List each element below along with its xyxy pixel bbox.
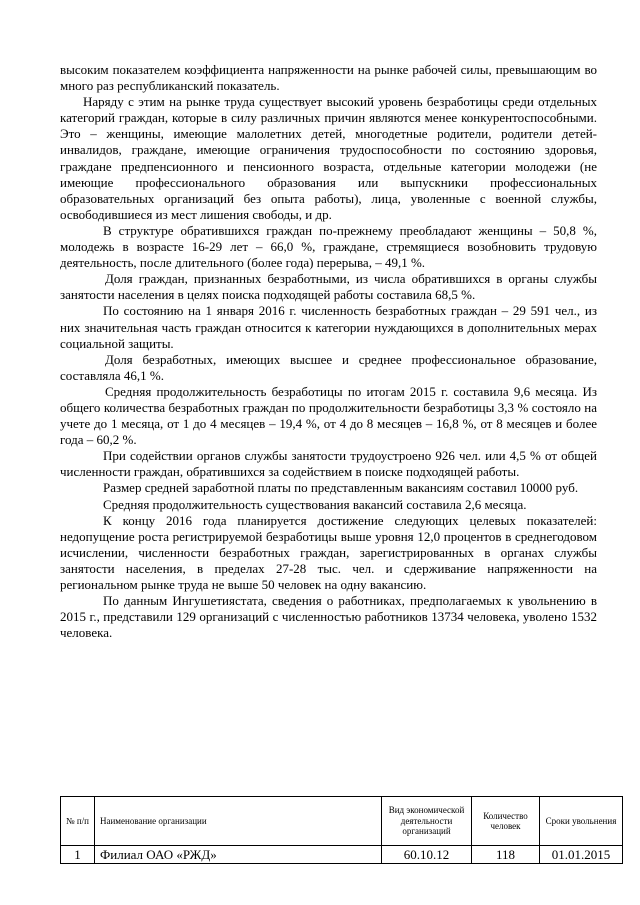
paragraph: Наряду с этим на рынке труда существует высокий уровень безработицы среди отдельных категорий граждан, которые в силу различных причин являются менее конкурентоспособными. Это – женщины, имеющие малолетних детей, многодетные родители, родители детей-инвалидов, граждане, имеющие ограничения трудоспособности по состоянию здоровья, граждане предпенсионного и пенсионного возраста, отдельные категории молодежи (не имеющие профессионального образования или выпускники профессиональных образовательных организаций без опыта работы), лица, уволенные с военной службы, освободившиеся из мест лишения свободы, и др. xyxy=(60,94,597,222)
cell-count: 118 xyxy=(472,846,540,864)
header-name: Наименование организации xyxy=(95,797,382,846)
paragraph: Размер средней заработной платы по представленным вакансиям составил 10000 руб. xyxy=(103,480,579,496)
paragraph: высоким показателем коэффициента напряженности на рынке рабочей силы, превышающим во много раз республиканский показатель. xyxy=(60,62,597,94)
header-num: № п/п xyxy=(61,797,95,846)
cell-num: 1 xyxy=(61,846,95,864)
cell-name: Филиал ОАО «РЖД» xyxy=(95,846,382,864)
document-body xyxy=(60,62,597,641)
cell-activity: 60.10.12 xyxy=(382,846,472,864)
cell-dates: 01.01.2015 xyxy=(540,846,623,864)
paragraph: К концу 2016 года планируется достижение следующих целевых показателей: недопущение роста регистрируемой безработицы выше уровня 12,0 процентов в среднегодовом исчислении, численности безработных граждан, зарегистрированных в органах службы занятости населения, в пределах 27-28 тыс. чел. и сдерживание напряженности на региональном рынке труда не выше 50 человек на одну вакансию. xyxy=(60,512,597,592)
paragraph: Доля безработных, имеющих высшее и среднее профессиональное образование, составляла 46,1 %. xyxy=(60,351,597,383)
paragraph: Средняя продолжительность существования вакансий составила 2,6 месяца. xyxy=(103,496,527,512)
header-activity: Вид экономической деятельности организаций xyxy=(382,797,472,846)
paragraph: По данным Ингушетиястата, сведения о работниках, предполагаемых к увольнению в 2015 г., представили 129 организаций с численностью работников 13734 человека, уволено 1532 человека. xyxy=(60,593,597,641)
paragraph: Доля граждан, признанных безработными, из числа обратившихся в органы службы занятости населения в целях поиска подходящей работы составила 68,5 %. xyxy=(60,271,597,303)
organizations-table xyxy=(60,796,623,864)
paragraph: В структуре обратившихся граждан по-прежнему преобладают женщины – 50,8 %, молодежь в возрасте 16-29 лет – 66,0 %, граждане, стремящиеся возобновить трудовую деятельность, после длительного (более года) перерыва, – 49,1 %. xyxy=(60,222,597,271)
paragraph: Средняя продолжительность безработицы по итогам 2015 г. составила 9,6 месяца. Из общего количества безработных граждан по продолжительности безработицы 3,3 % состояло на учете до 1 месяца, от 1 до 4 месяцев – 19,4 %, от 4 до 8 месяцев – 16,8 %, от 8 месяцев и более года – 60,2 %. xyxy=(60,383,597,448)
table-header-row xyxy=(61,797,623,846)
table-row xyxy=(61,846,623,864)
paragraph: По состоянию на 1 января 2016 г. численность безработных граждан – 29 591 чел., из них значительная часть граждан относится к категории нуждающихся в дополнительных мерах социальной защиты. xyxy=(60,303,597,351)
paragraph: При содействии органов службы занятости трудоустроено 926 чел. или 4,5 % от общей численности граждан, обратившихся за содействием в поиске подходящей работы. xyxy=(60,448,597,480)
header-count: Количество человек xyxy=(472,797,540,846)
header-dates: Сроки увольнения xyxy=(540,797,623,846)
